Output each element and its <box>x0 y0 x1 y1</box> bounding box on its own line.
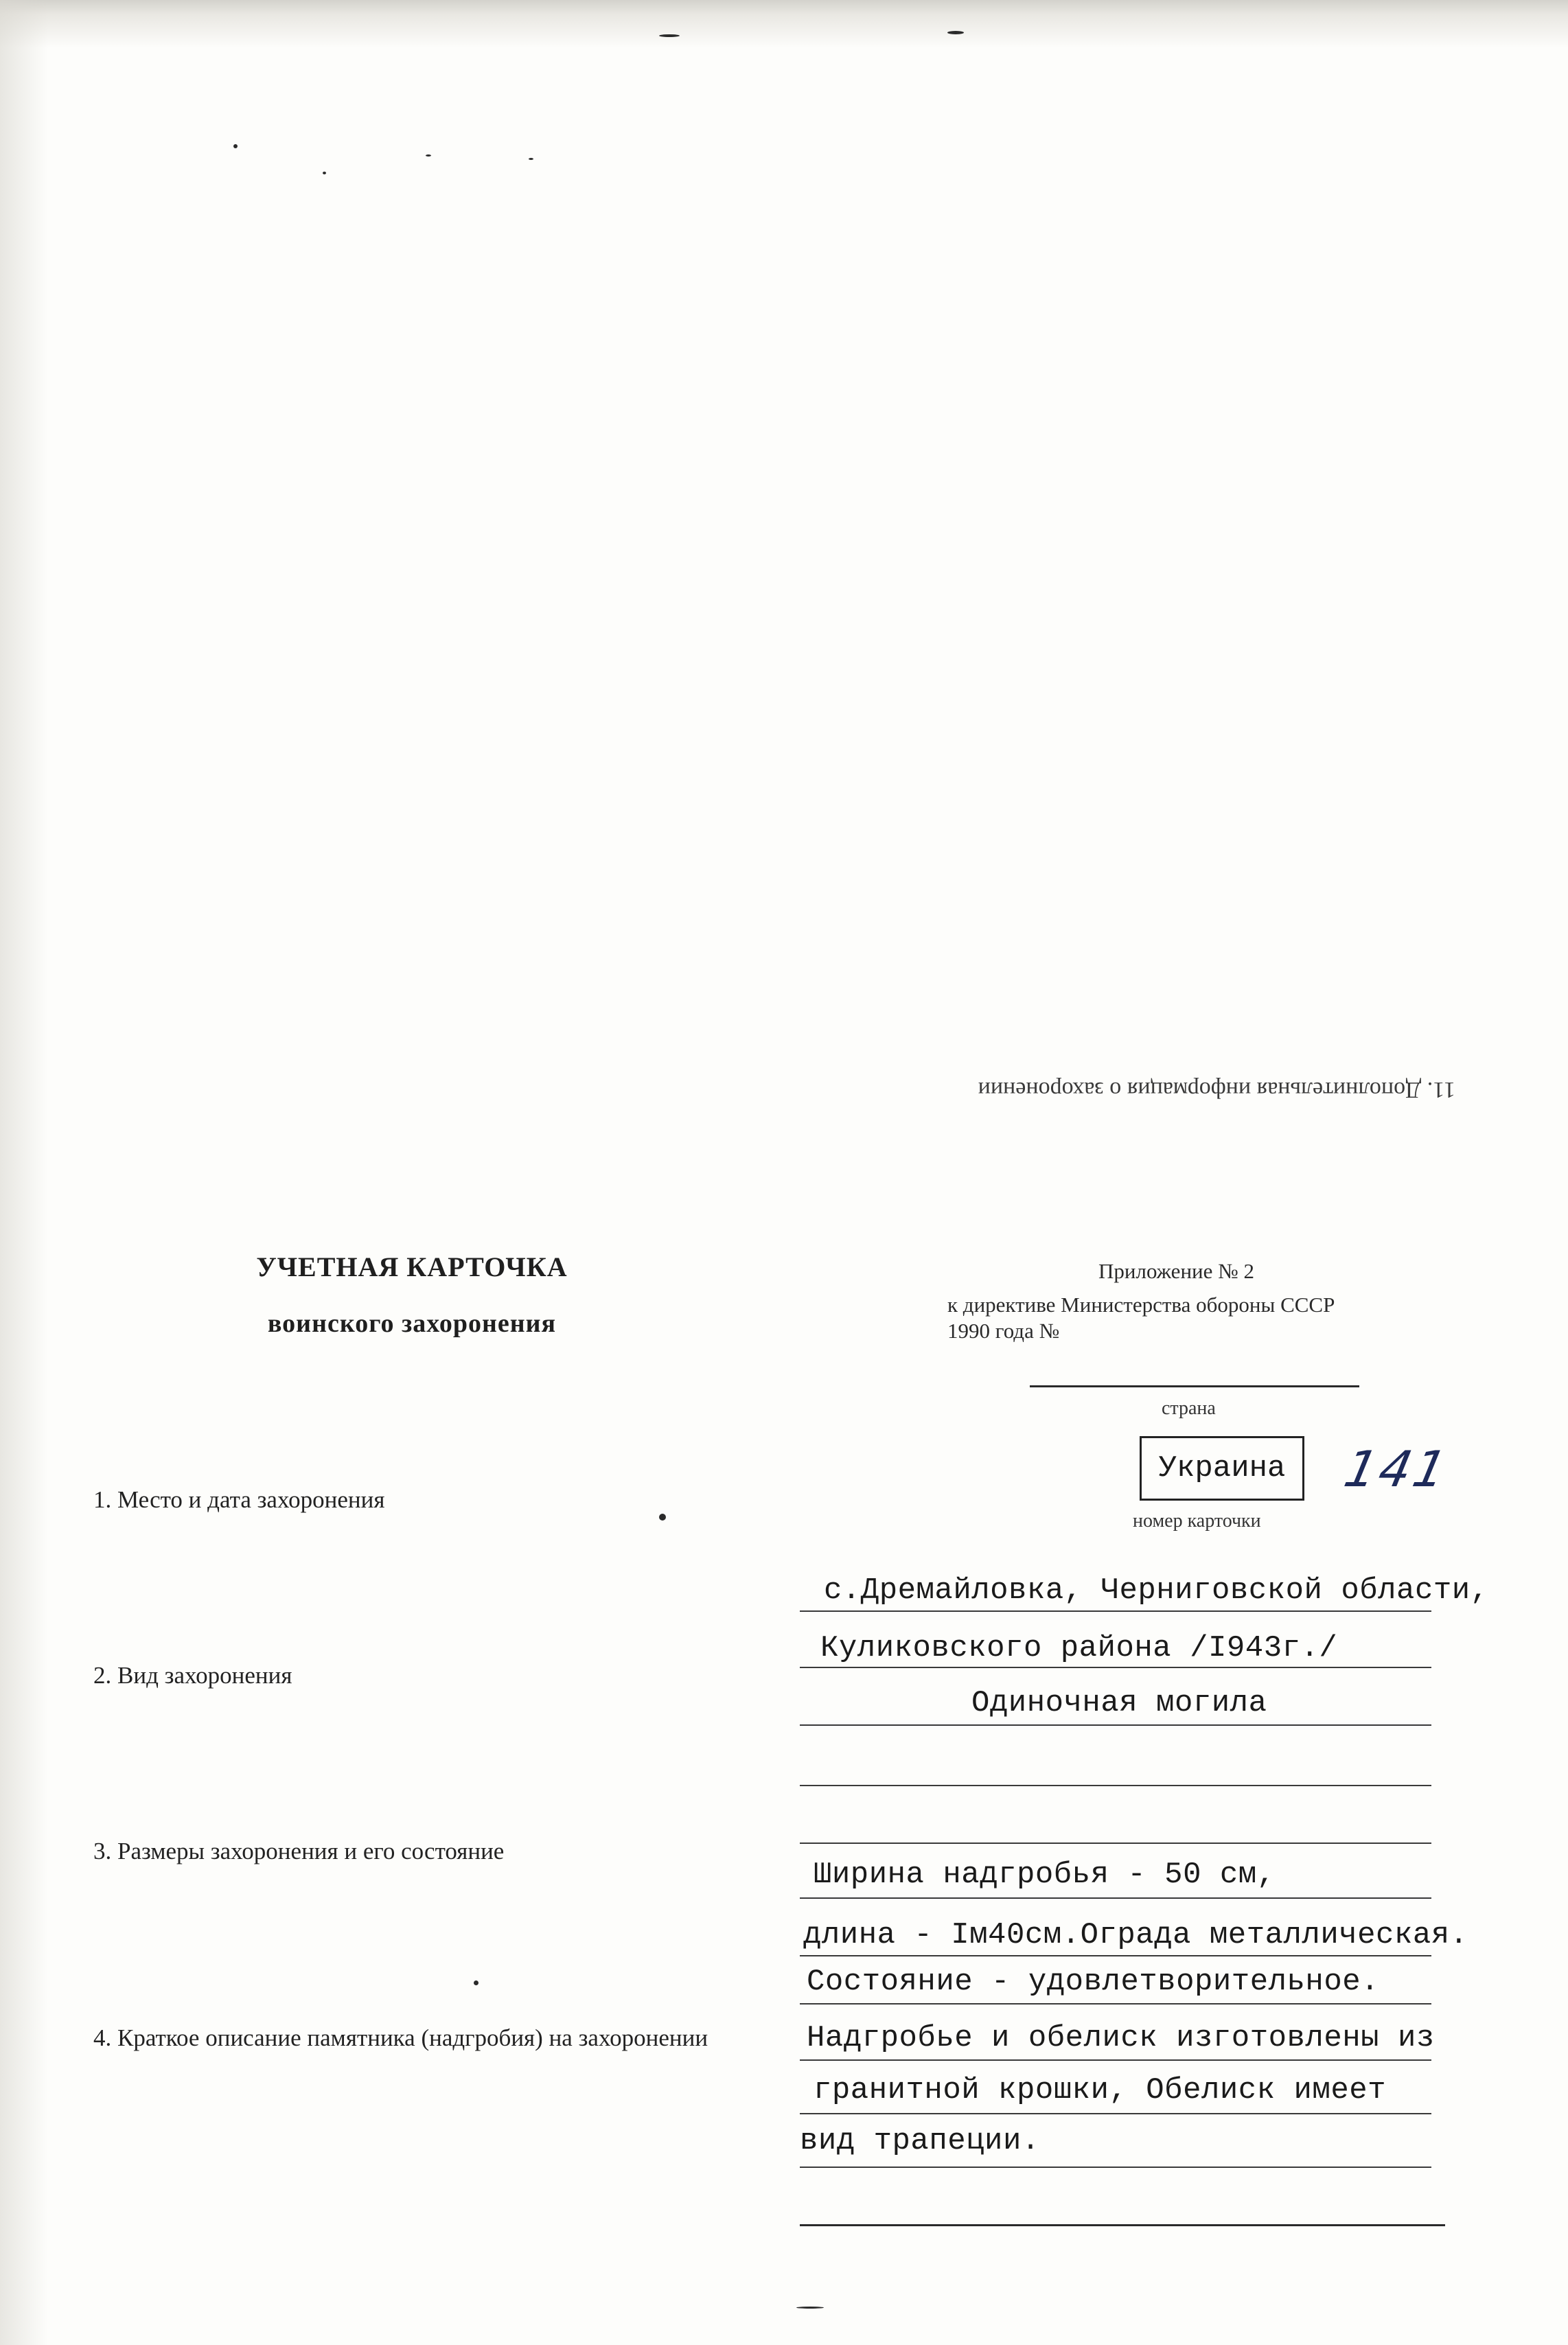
field-1-underline-2 <box>800 1667 1431 1668</box>
field-2-label: 2. Вид захоронения <box>93 1662 292 1689</box>
field-4-line-3: вид трапеции. <box>800 2124 1040 2158</box>
field-4-underline-3 <box>800 2167 1431 2168</box>
field-2-line-1: Одиночная могила <box>971 1686 1267 1720</box>
field-1-label: 1. Место и дата захоронения <box>93 1486 385 1513</box>
field-4-underline-4 <box>800 2224 1445 2226</box>
field-1-underline-1 <box>800 1610 1431 1612</box>
field-4-line-1: Надгробье и обелиск изготовлены из <box>807 2021 1435 2055</box>
field-3-line-1: Ширина надгробья - 50 см, <box>814 1858 1276 1892</box>
appendix-year: 1990 года № <box>947 1319 1060 1343</box>
scan-edge-shadow-left <box>0 0 48 2345</box>
scan-speck <box>233 144 238 148</box>
card-number-handwritten: 141 <box>1339 1440 1455 1498</box>
field-4-line-2: гранитной крошки, Обелиск имеет <box>814 2073 1387 2107</box>
card-number-label: номер карточки <box>1133 1510 1261 1532</box>
country-line <box>1030 1385 1359 1387</box>
scan-speck <box>426 154 431 157</box>
field-3-underline-2 <box>800 1955 1431 1956</box>
scan-speck <box>323 172 326 174</box>
field-3-underline-1 <box>800 1897 1431 1899</box>
field-2-underline-1 <box>800 1724 1431 1726</box>
card-title: УЧЕТНАЯ КАРТОЧКА <box>256 1251 568 1282</box>
country-label: страна <box>1162 1398 1216 1419</box>
field-3-line-3: Состояние - удовлетворительное. <box>807 1965 1380 1999</box>
field-3-underline-3 <box>800 2003 1431 2005</box>
scan-speck <box>796 2307 824 2309</box>
scan-speck <box>474 1980 479 1985</box>
field-1-line-1: с.Дремайловка, Черниговской области, <box>824 1573 1489 1608</box>
scan-speck <box>529 158 533 160</box>
field-4-underline-1 <box>800 2059 1431 2061</box>
appendix-number: Приложение № 2 <box>1098 1259 1254 1283</box>
scan-edge-shadow-top <box>0 0 1568 48</box>
field-4-underline-2 <box>800 2113 1431 2114</box>
field-2-underline-2 <box>800 1785 1431 1786</box>
scan-speck <box>659 34 680 37</box>
scan-speck <box>947 31 964 34</box>
card-subtitle: воинского захоронения <box>267 1309 557 1338</box>
field-3-label: 3. Размеры захоронения и его состояние <box>93 1838 505 1864</box>
country-value: Украина <box>1158 1451 1286 1486</box>
mirrored-back-page-heading: 11. Дополнительная информация о захоронении <box>978 1077 1455 1102</box>
country-box <box>1140 1436 1304 1501</box>
appendix-directive: к директиве Министерства обороны СССР <box>947 1293 1335 1317</box>
field-3-line-2: длина - Iм40см.Ограда металлическая. <box>803 1918 1468 1952</box>
field-2-underline-3 <box>800 1842 1431 1844</box>
field-4-label: 4. Краткое описание памятника (надгробия) на захоронении <box>93 2024 708 2051</box>
scan-speck <box>659 1514 666 1521</box>
field-1-line-2: Куликовского района /I943г./ <box>820 1631 1338 1665</box>
